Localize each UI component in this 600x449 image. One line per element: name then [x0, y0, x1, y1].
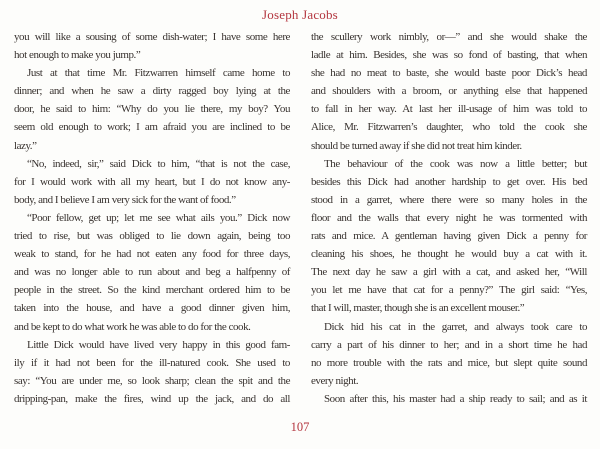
- text-line: to fall in her way. At last her ill-usage of him was told to: [311, 103, 587, 116]
- text-line: lazy.”: [14, 139, 37, 152]
- text-columns: [14, 28, 587, 408]
- running-header: Joseph Jacobs: [262, 7, 338, 22]
- text-line: should be turned away if she did not treat him kinder.: [311, 139, 522, 152]
- text-line: “Poor fellow, get up; let me see what ails you.” Dick now: [27, 211, 290, 224]
- left-column: [14, 28, 290, 408]
- text-line: The next day he saw a girl with a cat, and asked her, “Will: [311, 266, 587, 279]
- text-line: and was no longer able to run about and beg a halfpenny of: [14, 266, 290, 279]
- page-number: 107: [290, 420, 310, 434]
- text-line: dinner; and when he saw a dirty ragged boy lying at the: [14, 85, 290, 98]
- text-line: carry a part of his dinner to her; and in a short time he had: [311, 338, 587, 351]
- text-line: seem old enough to work; I am afraid you are inclined to be: [14, 121, 290, 134]
- text-line: dripping-pan, make the fires, wind up the jack, and do all: [14, 392, 290, 405]
- text-line: Dick hid his cat in the garret, and always took care to: [324, 320, 587, 333]
- text-line: Soon after this, his master had a ship ready to sail; and as it: [324, 392, 587, 405]
- text-line: the scullery work nimbly, or—” and she would shake the: [311, 31, 587, 43]
- text-line: hot enough to make you jump.”: [14, 49, 141, 62]
- text-line: ladle at him. Besides, she was so fond of basting, that when: [311, 49, 587, 62]
- text-line: she had no meat to baste, she would baste poor Dick’s head: [311, 67, 587, 80]
- text-line: Alice, Mr. Fitzwarren’s daughter, who told the cook she: [311, 121, 587, 134]
- text-line: and shoulders with a broom, or anything else that happened: [311, 85, 587, 98]
- text-line: besides this Dick had another hardship to get over. His bed: [311, 175, 587, 188]
- text-line: The behaviour of the cook was now a little better; but: [324, 157, 587, 170]
- text-line: floor and the walls that every night he was tormented with: [311, 211, 587, 224]
- text-line: door, he said to him: “Why do you lie there, my boy? You: [14, 103, 290, 116]
- text-line: every night.: [311, 374, 359, 387]
- text-line: tried to rise, but was obliged to lie down again, being too: [14, 230, 290, 243]
- text-line: rats and mice. A gentleman having given Dick a penny for: [311, 230, 587, 243]
- text-line: ily if it had not been for the ill-natured cook. She used to: [14, 356, 290, 369]
- text-line: that I will, master, though she is an excellent mouser.”: [311, 302, 525, 315]
- text-line: Just at that time Mr. Fitzwarren himself came home to: [27, 67, 290, 80]
- text-line: stood in a garret, where there were so many holes in the: [311, 193, 587, 206]
- text-line: say: “You are under me, so look sharp; clean the spit and the: [14, 374, 290, 387]
- text-line: cleaning his shoes, he thought he would buy a cat with it.: [311, 248, 587, 261]
- text-line: you will like a sousing of some dish-water; I have some here: [14, 31, 290, 43]
- text-line: weak to stand, for he had not eaten any food for three days,: [14, 248, 290, 261]
- text-line: Little Dick would have lived very happy in this good fam-: [27, 338, 290, 351]
- right-column: [311, 28, 587, 408]
- text-line: people in the street. So the kind merchant ordered him to be: [14, 284, 290, 297]
- text-line: and be kept to do what work he was able to do for the cook.: [14, 320, 251, 333]
- text-line: no more trouble with the rats and mice, but slept quite sound: [311, 356, 587, 369]
- text-line: you let me have that cat for a penny?” The girl said: “Yes,: [311, 284, 587, 297]
- text-line: taken into the house, and have a good dinner given him,: [14, 302, 290, 315]
- text-line: for I would work with all my heart, but I do not know any-: [14, 175, 290, 188]
- text-line: body, and I believe I am very sick for the want of food.”: [14, 193, 236, 206]
- text-line: “No, indeed, sir,” said Dick to him, “that is not the case,: [27, 157, 290, 170]
